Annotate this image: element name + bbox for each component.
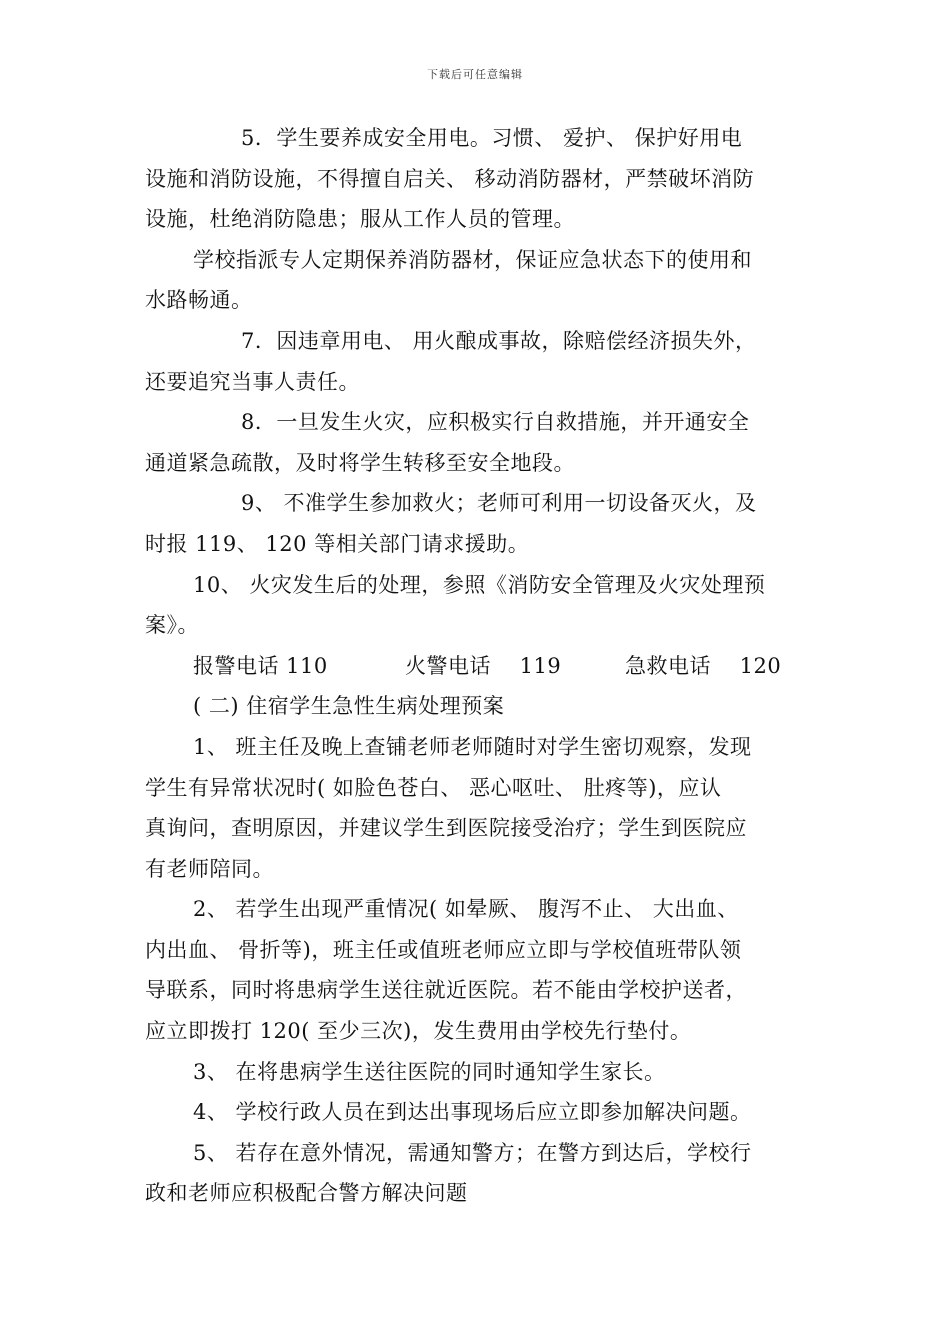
section-illness-plan xyxy=(145,686,810,1214)
text-line: 应立即拨打 120( 至少三次)，发生费用由学校先行垫付。 xyxy=(145,1019,692,1044)
text-line: 设施，杜绝消防隐患；服从工作人员的管理。 xyxy=(145,207,575,232)
text-line: 政和老师应积极配合警方解决问题 xyxy=(145,1181,468,1206)
emergency-phone-line xyxy=(145,646,810,687)
text-line: 9、 不准学生参加救火；老师可利用一切设备灭火，及 xyxy=(241,491,757,516)
text-line: 7．因违章用电、 用火酿成事故，除赔偿经济损失外， xyxy=(241,328,757,353)
text-line: 10、 火灾发生后的处理，参照《消防安全管理及火灾处理预 xyxy=(193,572,766,597)
text-line: 内出血、 骨折等)，班主任或值班老师应立即与学校值班带队领 xyxy=(145,937,742,962)
text-line: 1、 班主任及晚上查铺老师老师随时对学生密切观察，发现 xyxy=(193,734,752,759)
text-line: 水路畅通。 xyxy=(145,288,253,313)
text-line: 真询问，查明原因，并建议学生到医院接受治疗；学生到医院应 xyxy=(145,816,747,841)
text-line: ( 二) 住宿学生急性生病处理预案 xyxy=(193,694,505,719)
section-fire-safety xyxy=(145,118,810,646)
text-line: 学校指派专人定期保养消防器材，保证应急状态下的使用和 xyxy=(193,247,752,272)
text-line: 还要追究当事人责任。 xyxy=(145,369,360,394)
page-header: 下载后可任意编辑 xyxy=(427,68,523,81)
text-line: 通道紧急疏散，及时将学生转移至安全地段。 xyxy=(145,450,575,475)
fire-phone: 火警电话 119 xyxy=(405,653,562,678)
text-line: 设施和消防设施，不得擅自启关、 移动消防器材，严禁破坏消防 xyxy=(145,166,755,191)
text-line: 5．学生要养成安全用电。习惯、 爱护、 保护好用电 xyxy=(241,126,743,150)
text-line: 4、 学校行政人员在到达出事现场后应立即参加解决问题。 xyxy=(193,1100,752,1125)
text-line: 案》。 xyxy=(145,613,199,638)
text-line: 3、 在将患病学生送往医院的同时通知学生家长。 xyxy=(193,1059,666,1084)
text-line: 学生有异常状况时( 如脸色苍白、 恶心呕吐、 肚疼等)，应认 xyxy=(145,775,722,800)
text-line: 导联系，同时将患病学生送往就近医院。若不能由学校护送者， xyxy=(145,978,747,1003)
text-line: 时报 119、 120 等相关部门请求援助。 xyxy=(145,531,530,556)
text-line: 2、 若学生出现严重情况( 如晕厥、 腹泻不止、 大出血、 xyxy=(193,897,739,922)
ambulance-phone: 急救电话 120 xyxy=(625,653,782,678)
document-body xyxy=(145,118,810,1214)
text-line: 5、 若存在意外情况，需通知警方；在警方到达后，学校行 xyxy=(193,1140,752,1165)
text-line: 8．一旦发生火灾，应积极实行自救措施，并开通安全 xyxy=(241,410,750,435)
text-line: 有老师陪同。 xyxy=(145,856,274,881)
police-phone: 报警电话 110 xyxy=(193,653,328,678)
